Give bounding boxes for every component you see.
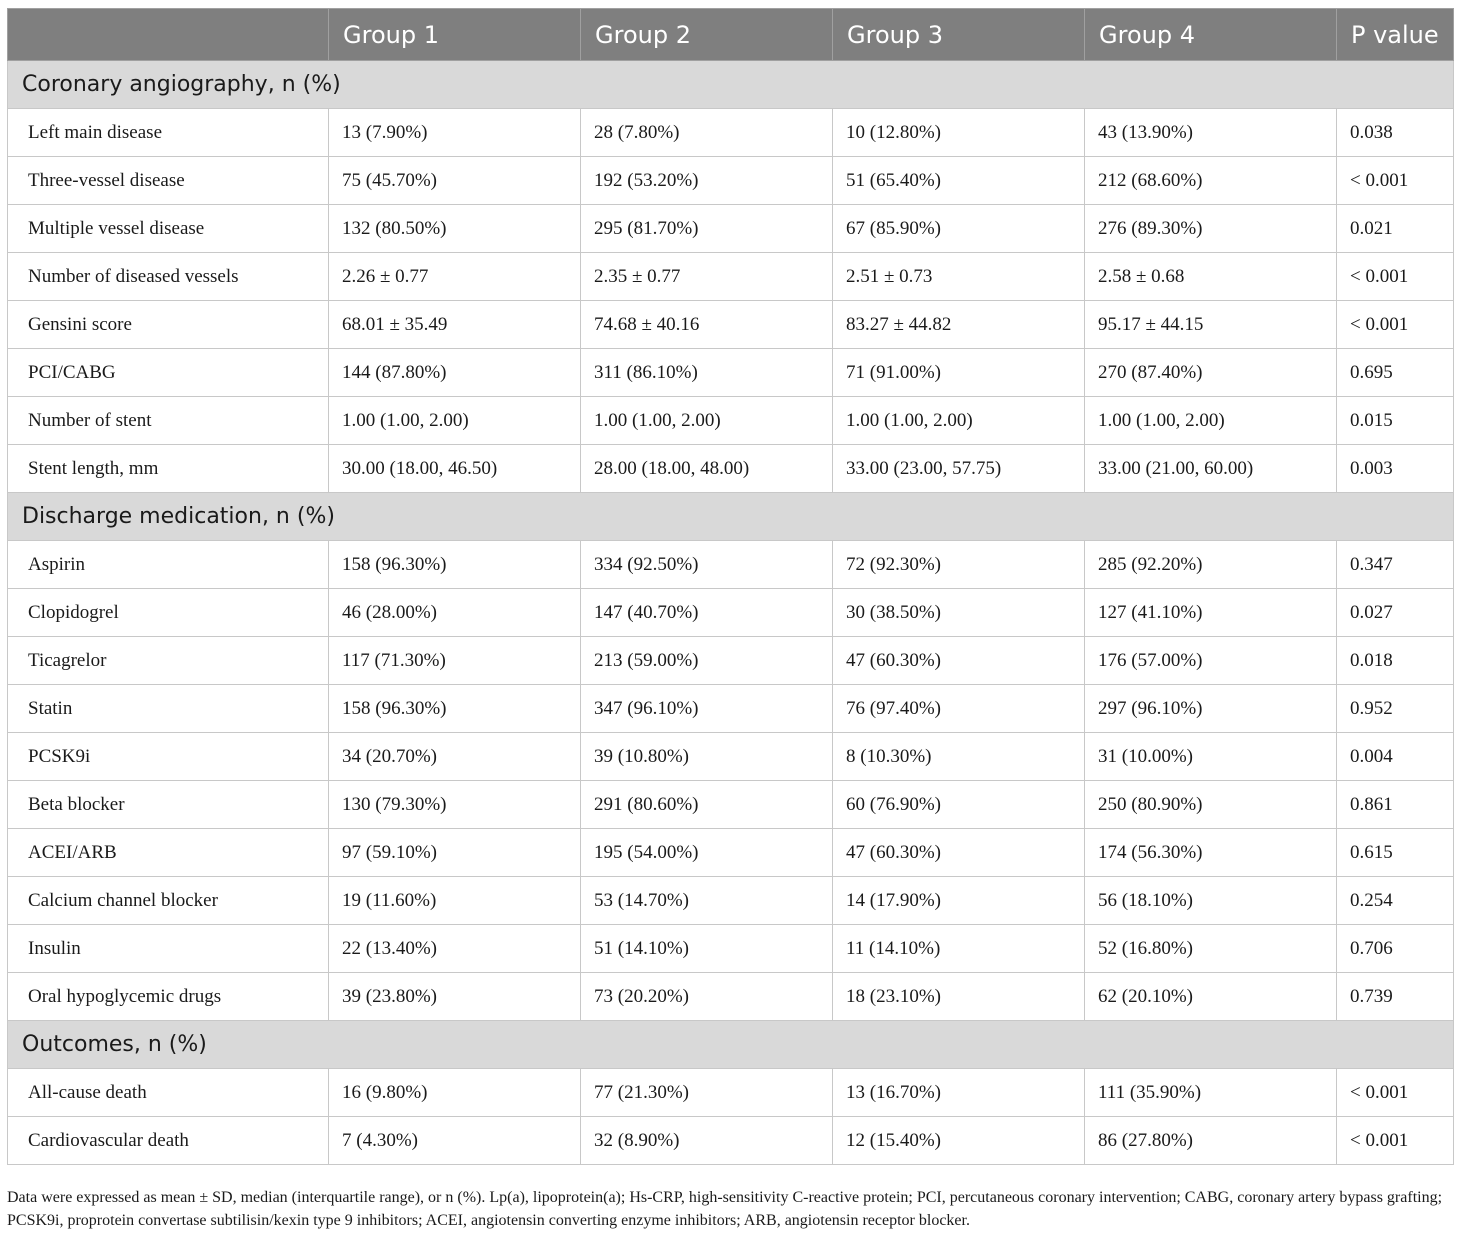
row-label: All-cause death (8, 1069, 329, 1117)
table-cell: 14 (17.90%) (833, 877, 1085, 925)
table-cell: 0.038 (1337, 109, 1454, 157)
table-cell: 76 (97.40%) (833, 685, 1085, 733)
table-body (8, 61, 1454, 1165)
table-row (8, 781, 1454, 829)
table-cell: 295 (81.70%) (581, 205, 833, 253)
table-cell: 83.27 ± 44.82 (833, 301, 1085, 349)
table-cell: 0.003 (1337, 445, 1454, 493)
row-label: Number of diseased vessels (8, 253, 329, 301)
row-label: Aspirin (8, 541, 329, 589)
section-header-row (8, 1021, 1454, 1069)
table-cell: 62 (20.10%) (1085, 973, 1337, 1021)
table-cell: 97 (59.10%) (329, 829, 581, 877)
table-cell: 73 (20.20%) (581, 973, 833, 1021)
table-cell: 2.51 ± 0.73 (833, 253, 1085, 301)
table-cell: 0.004 (1337, 733, 1454, 781)
table-cell: 0.861 (1337, 781, 1454, 829)
row-label: Stent length, mm (8, 445, 329, 493)
table-cell: 47 (60.30%) (833, 637, 1085, 685)
table-cell: 0.952 (1337, 685, 1454, 733)
table-cell: 75 (45.70%) (329, 157, 581, 205)
table-row (8, 397, 1454, 445)
row-label: PCSK9i (8, 733, 329, 781)
table-cell: 291 (80.60%) (581, 781, 833, 829)
table-cell: 72 (92.30%) (833, 541, 1085, 589)
row-label: Multiple vessel disease (8, 205, 329, 253)
table-cell: 33.00 (23.00, 57.75) (833, 445, 1085, 493)
table-row (8, 589, 1454, 637)
data-table-container (7, 8, 1453, 1165)
row-label: Oral hypoglycemic drugs (8, 973, 329, 1021)
row-label: Insulin (8, 925, 329, 973)
table-cell: 33.00 (21.00, 60.00) (1085, 445, 1337, 493)
header-cell (8, 9, 329, 61)
table-cell: 147 (40.70%) (581, 589, 833, 637)
table-cell: 2.35 ± 0.77 (581, 253, 833, 301)
row-label: Left main disease (8, 109, 329, 157)
table-cell: 1.00 (1.00, 2.00) (581, 397, 833, 445)
table-cell: 176 (57.00%) (1085, 637, 1337, 685)
table-cell: 0.027 (1337, 589, 1454, 637)
section-title: Discharge medication, n (%) (8, 493, 1454, 541)
section-title: Coronary angiography, n (%) (8, 61, 1454, 109)
table-cell: 7 (4.30%) (329, 1117, 581, 1165)
row-label: Calcium channel blocker (8, 877, 329, 925)
table-cell: 8 (10.30%) (833, 733, 1085, 781)
table-row (8, 349, 1454, 397)
table-row (8, 685, 1454, 733)
table-cell: 22 (13.40%) (329, 925, 581, 973)
table-row (8, 829, 1454, 877)
table-cell: 10 (12.80%) (833, 109, 1085, 157)
table-cell: 0.695 (1337, 349, 1454, 397)
table-cell: 74.68 ± 40.16 (581, 301, 833, 349)
table-cell: 212 (68.60%) (1085, 157, 1337, 205)
table-cell: 117 (71.30%) (329, 637, 581, 685)
header-cell: Group 2 (581, 9, 833, 61)
table-cell: 0.018 (1337, 637, 1454, 685)
table-cell: 144 (87.80%) (329, 349, 581, 397)
table-cell: 0.015 (1337, 397, 1454, 445)
row-label: Cardiovascular death (8, 1117, 329, 1165)
table-cell: 1.00 (1.00, 2.00) (1085, 397, 1337, 445)
table-cell: 77 (21.30%) (581, 1069, 833, 1117)
table-cell: 285 (92.20%) (1085, 541, 1337, 589)
table-cell: 13 (7.90%) (329, 109, 581, 157)
table-cell: 51 (65.40%) (833, 157, 1085, 205)
table-cell: < 0.001 (1337, 253, 1454, 301)
table-cell: 31 (10.00%) (1085, 733, 1337, 781)
table-row (8, 109, 1454, 157)
table-cell: 67 (85.90%) (833, 205, 1085, 253)
table-cell: 47 (60.30%) (833, 829, 1085, 877)
table-cell: 213 (59.00%) (581, 637, 833, 685)
table-cell: 2.26 ± 0.77 (329, 253, 581, 301)
table-cell: 127 (41.10%) (1085, 589, 1337, 637)
table-cell: 46 (28.00%) (329, 589, 581, 637)
table-cell: 52 (16.80%) (1085, 925, 1337, 973)
table-cell: < 0.001 (1337, 157, 1454, 205)
table-cell: 192 (53.20%) (581, 157, 833, 205)
row-label: ACEI/ARB (8, 829, 329, 877)
table-footnote: Data were expressed as mean ± SD, median (interquartile range), or n (%). Lp(a), lipoprotein(a); Hs-CRP, high-sensitivity C-reactive protein; PCI, percutaneous coronary intervention; CABG, coronary artery bypass grafting; PCSK9i, proprotein convertase subtilisin/kexin type 9 inhibitors; ACEI, angiotensin converting enzyme inhibitors; ARB, angiotensin receptor blocker. (7, 1189, 1443, 1229)
table-row (8, 1069, 1454, 1117)
table-cell: 174 (56.30%) (1085, 829, 1337, 877)
table-cell: 39 (10.80%) (581, 733, 833, 781)
table-cell: 13 (16.70%) (833, 1069, 1085, 1117)
table-cell: 0.739 (1337, 973, 1454, 1021)
table-row (8, 205, 1454, 253)
table-cell: 28 (7.80%) (581, 109, 833, 157)
table-cell: 56 (18.10%) (1085, 877, 1337, 925)
table-cell: 18 (23.10%) (833, 973, 1085, 1021)
table-row (8, 925, 1454, 973)
table-cell: 30.00 (18.00, 46.50) (329, 445, 581, 493)
table-header-row (8, 9, 1454, 61)
table-cell: 311 (86.10%) (581, 349, 833, 397)
table-cell: 11 (14.10%) (833, 925, 1085, 973)
header-cell: P value (1337, 9, 1454, 61)
table-row (8, 445, 1454, 493)
table-cell: 132 (80.50%) (329, 205, 581, 253)
table-cell: 12 (15.40%) (833, 1117, 1085, 1165)
table-cell: 32 (8.90%) (581, 1117, 833, 1165)
table-cell: 1.00 (1.00, 2.00) (329, 397, 581, 445)
row-label: Beta blocker (8, 781, 329, 829)
table-cell: 0.347 (1337, 541, 1454, 589)
table-cell: 1.00 (1.00, 2.00) (833, 397, 1085, 445)
table-cell: < 0.001 (1337, 301, 1454, 349)
header-cell: Group 3 (833, 9, 1085, 61)
table-cell: 60 (76.90%) (833, 781, 1085, 829)
table-cell: 19 (11.60%) (329, 877, 581, 925)
row-label: PCI/CABG (8, 349, 329, 397)
table-cell: 334 (92.50%) (581, 541, 833, 589)
row-label: Three-vessel disease (8, 157, 329, 205)
table-cell: 39 (23.80%) (329, 973, 581, 1021)
table-cell: 2.58 ± 0.68 (1085, 253, 1337, 301)
table-cell: 0.615 (1337, 829, 1454, 877)
table-cell: 111 (35.90%) (1085, 1069, 1337, 1117)
table-row (8, 301, 1454, 349)
data-table (7, 8, 1454, 1165)
table-cell: 43 (13.90%) (1085, 109, 1337, 157)
table-cell: 95.17 ± 44.15 (1085, 301, 1337, 349)
table-row (8, 733, 1454, 781)
table-cell: 68.01 ± 35.49 (329, 301, 581, 349)
row-label: Statin (8, 685, 329, 733)
table-cell: 0.254 (1337, 877, 1454, 925)
table-cell: 30 (38.50%) (833, 589, 1085, 637)
table-cell: 51 (14.10%) (581, 925, 833, 973)
table-cell: 0.021 (1337, 205, 1454, 253)
table-cell: 53 (14.70%) (581, 877, 833, 925)
table-row (8, 973, 1454, 1021)
header-cell: Group 1 (329, 9, 581, 61)
row-label: Number of stent (8, 397, 329, 445)
row-label: Clopidogrel (8, 589, 329, 637)
table-cell: 34 (20.70%) (329, 733, 581, 781)
table-cell: 270 (87.40%) (1085, 349, 1337, 397)
table-row (8, 253, 1454, 301)
table-cell: 347 (96.10%) (581, 685, 833, 733)
table-row (8, 157, 1454, 205)
table-cell: 158 (96.30%) (329, 541, 581, 589)
row-label: Ticagrelor (8, 637, 329, 685)
table-cell: 297 (96.10%) (1085, 685, 1337, 733)
header-cell: Group 4 (1085, 9, 1337, 61)
table-cell: 158 (96.30%) (329, 685, 581, 733)
table-cell: < 0.001 (1337, 1117, 1454, 1165)
table-cell: 86 (27.80%) (1085, 1117, 1337, 1165)
table-cell: < 0.001 (1337, 1069, 1454, 1117)
table-row (8, 877, 1454, 925)
section-header-row (8, 493, 1454, 541)
row-label: Gensini score (8, 301, 329, 349)
section-header-row (8, 61, 1454, 109)
table-cell: 16 (9.80%) (329, 1069, 581, 1117)
table-cell: 276 (89.30%) (1085, 205, 1337, 253)
table-cell: 0.706 (1337, 925, 1454, 973)
table-cell: 71 (91.00%) (833, 349, 1085, 397)
table-cell: 28.00 (18.00, 48.00) (581, 445, 833, 493)
section-title: Outcomes, n (%) (8, 1021, 1454, 1069)
table-row (8, 637, 1454, 685)
table-cell: 130 (79.30%) (329, 781, 581, 829)
table-cell: 195 (54.00%) (581, 829, 833, 877)
table-cell: 250 (80.90%) (1085, 781, 1337, 829)
table-row (8, 541, 1454, 589)
table-row (8, 1117, 1454, 1165)
